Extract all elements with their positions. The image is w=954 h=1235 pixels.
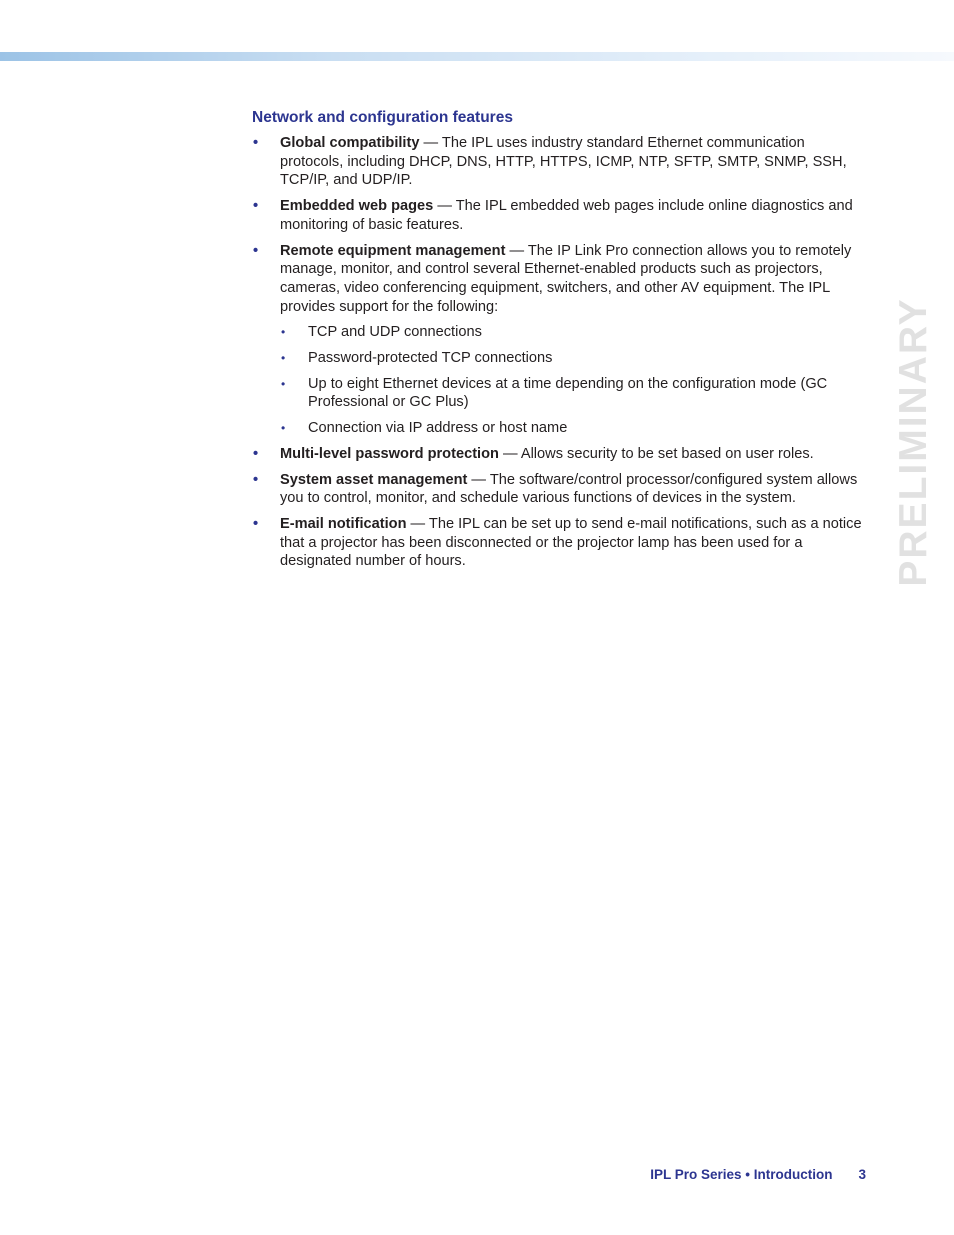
sub-item xyxy=(280,375,872,412)
feature-description: — The IPL embedded web pages include online diagnostics and monitoring of basic features. xyxy=(280,198,853,233)
header-gradient-bar xyxy=(0,52,954,61)
sub-item-text: Password-protected TCP connections xyxy=(308,350,553,367)
feature-description: — The IPL uses industry standard Ethernet communication protocols, including DHCP, DNS, HTTP, HTTPS, ICMP, NTP, SFTP, SMTP, SNMP, SSH, TCP/IP, and UDP/IP. xyxy=(280,135,847,189)
sub-item xyxy=(280,419,872,438)
sub-bullet-icon: • xyxy=(281,376,286,391)
feature-term: E-mail notification xyxy=(280,515,407,532)
bullet-icon: • xyxy=(253,445,259,462)
footer-title: IPL Pro Series • Introduction xyxy=(650,1167,833,1182)
sub-item-text: Up to eight Ethernet devices at a time depending on the configuration mode (GC Professional or GC Plus) xyxy=(308,375,828,411)
feature-term: Remote equipment management xyxy=(280,242,506,259)
sub-bullet-icon: • xyxy=(281,421,286,436)
page-number: 3 xyxy=(858,1167,866,1182)
bullet-icon: • xyxy=(253,515,259,532)
feature-term: Global compatibility xyxy=(280,135,420,151)
bullet-icon: • xyxy=(253,135,259,151)
preliminary-watermark: PRELIMINARY xyxy=(892,297,935,587)
feature-item-remote-equipment-management xyxy=(252,242,872,438)
sub-item-text: TCP and UDP connections xyxy=(308,324,482,341)
feature-description: — Allows security to be set based on user roles. xyxy=(498,445,814,462)
feature-description: — The software/control processor/configured system allows you to control, monitor, and schedule various functions of devices in the system. xyxy=(280,471,858,507)
sub-bullet-icon: • xyxy=(281,351,286,366)
feature-term: Embedded web pages xyxy=(280,198,434,215)
sub-item-text: Connection via IP address or host name xyxy=(308,420,568,437)
bullet-icon: • xyxy=(253,198,259,215)
bullet-icon: • xyxy=(253,471,259,488)
page-footer xyxy=(600,1167,866,1182)
feature-item-global-compatibility xyxy=(252,134,872,190)
bullet-icon: • xyxy=(253,242,259,259)
feature-list xyxy=(252,134,872,571)
feature-term: Multi-level password protection xyxy=(280,445,499,462)
feature-description: — The IPL can be set up to send e-mail notifications, such as a notice that a projector has been disconnected or the projector lamp has been used for a designated number of hours. xyxy=(280,515,862,570)
feature-description: — The IP Link Pro connection allows you to remotely manage, monitor, and control several Ethernet-enabled products such as projectors, cameras, video conferencing equipment, switchers, and other AV equipment. The IPL provides support for the following: xyxy=(280,242,852,315)
sub-bullet-icon: • xyxy=(281,325,286,340)
section-heading: Network and configuration features xyxy=(252,109,513,126)
feature-item-multi-level-password xyxy=(252,445,872,464)
feature-item-embedded-web-pages xyxy=(252,197,872,234)
feature-item-email-notification xyxy=(252,515,872,571)
main-content xyxy=(252,108,872,578)
feature-term: System asset management xyxy=(280,471,468,488)
remote-management-sublist xyxy=(280,323,872,438)
sub-item xyxy=(280,323,872,342)
feature-item-system-asset-management xyxy=(252,471,872,508)
sub-item xyxy=(280,349,872,368)
